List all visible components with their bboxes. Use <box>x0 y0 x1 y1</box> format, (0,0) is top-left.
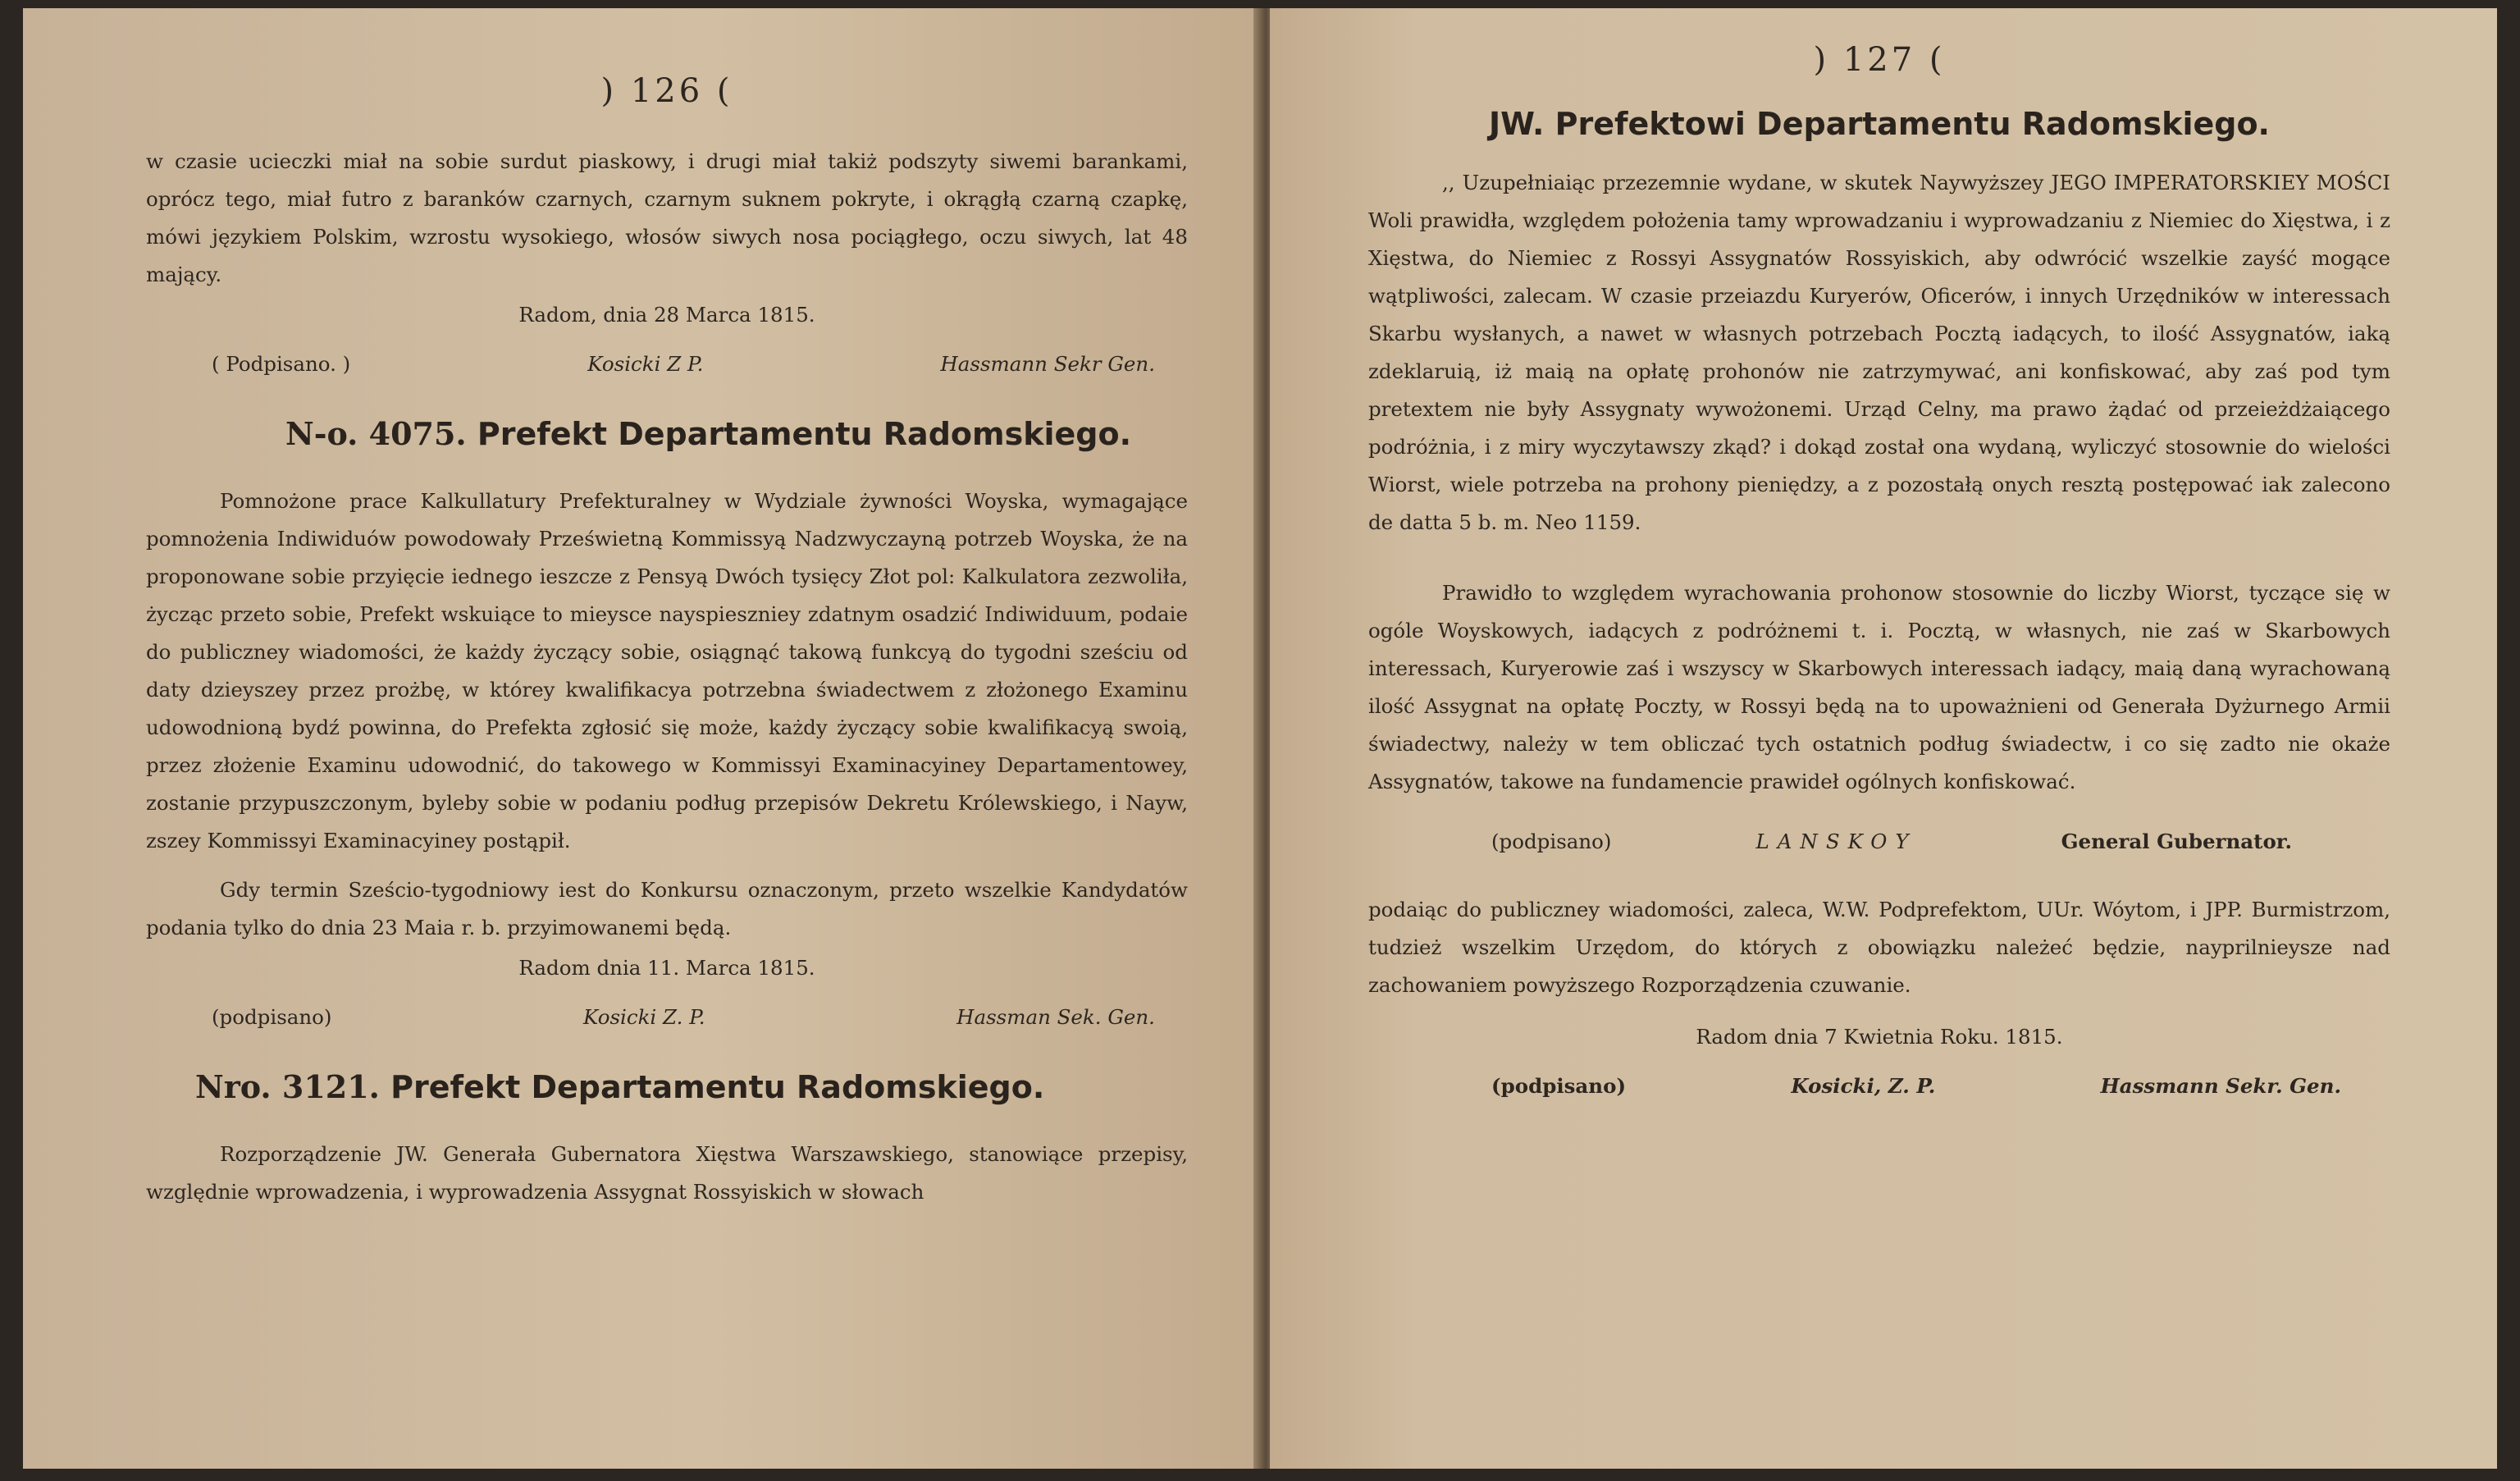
signature-name: Hassman Sek. Gen. <box>956 1005 1155 1029</box>
dateline: Radom dnia 11. Marca 1815. <box>518 956 815 980</box>
body-paragraph: ,, Uzupełniaiąc przezemnie wydane, w skutek Naywyższey JEGO IMPERATORSKIEY MOŚCI Woli prawidła, względem położenia tamy wprowadzaniu i wyprowadzaniu z Niemiec do Xięstwa, i z Xięstwa, do Niemiec z Rossyi Assygnatów Rossyiskich, aby odwrócić wszelkie zayść mogące wątpliwości, zalecam. W czasie przeiazdu Kuryerów, Oficerów, i innych Urzędników w interessach Skarbu wysłanych, a nawet w własnych potrzebach Pocztą iadących, to ilość Assygnatów, iaką zdeklaruią, iż maią na opłatę prohonów nie zatrzymywać, ani konfiskować, aby zaś pod tym pretextem nie były Assygnaty wywożonemi. Urząd Celny, ma prawo żądać od przeieżdżaiącego podróżnia, i z miry wyczytawszy zkąd? i dokąd został ona wydaną, wyliczyć stosownie do wielości Wiorst, wiele potrzeba na prohony pieniędzy, a z pozostałą onych resztą postępować iak zalecono de datta 5 b. m. Neo 1159. <box>1368 171 2390 534</box>
signature-label: (podpisano) <box>1491 1074 1627 1098</box>
document-spread <box>23 8 2497 1469</box>
page-number: ) 127 ( <box>1813 41 1946 79</box>
heading-title: Prefekt Departamentu Radomskiego. <box>390 1069 1045 1105</box>
signature-name: Hassmann Sekr. Gen. <box>2100 1074 2341 1098</box>
signature-label: (podpisano) <box>1491 830 1612 853</box>
dateline: Radom dnia 7 Kwietnia Roku. 1815. <box>1696 1025 2063 1049</box>
section-heading <box>146 414 1188 455</box>
heading-title: Prefekt Departamentu Radomskiego. <box>477 416 1132 452</box>
body-paragraph: Pomnożone prace Kalkullatury Prefekturalney w Wydziale żywności Woyska, wymagające pomnożenia Indiwiduów powodowały Prześwietną Kommissyą Nadzwyczayną potrzeb Woyska, że na proponowane sobie przyięcie iednego ieszcze z Pensyą Dwóch tysięcy Złot pol: Kalkulatora zezwoliła, życząc przeto sobie, Prefekt wskuiące to mieysce nayspiesznieу zdatnym osadzić Indiwiduum, podaie do publiczney wiadomości, że każdy życzący sobie, osiągnąć takową funkcyą do tygodni sześciu od daty dzieyszey przez prożbę, w którey kwalifikacya potrzebna świadectwem z złożonego Examinu udowodnioną bydź powinna, do Prefektа zgłosić się może, każdy życzący sobie kwalifikacyą swoią, przez złożenie Examinu udowodnić, do takowego w Kommissyi Examinacyiney Departamentowey, zostanie przypuszczonym, byleby sobie w podaniu podług przepisów Dekretu Królewskiego, i Nayw, zszey Kommissyi Examinacyiney postąpił. <box>146 489 1188 852</box>
signature-label: (podpisano) <box>212 1005 332 1029</box>
signature-name: General Gubernator. <box>2061 830 2292 853</box>
signature-name: LANSKOY <box>1755 830 1917 853</box>
body-paragraph: Prawidło to względem wyrachowania prohonow stosownie do liczby Wiorst, tyczące się w ogóle Woyskowych, iadących z podróżnemi t. i. Pocztą, w własnych, nie zaś w Skarbowych interessach, Kuryerowie zaś i wszyscy w Skarbowych interessach iadący, maią daną wyrachowaną ilość Assygnat na opłatę Poczty, w Rossyi będą na to upoważnieni od Generała Dyżurnego Armii świadectwy, należy w tem obliczać tych ostatnich podług świadectw, i co się zadto nie okaże Assygnatów, takowe na fundamencie prawideł ogólnych konfiskować. <box>1368 581 2390 793</box>
signature-name: Hassmann Sekr Gen. <box>940 352 1155 376</box>
section-heading: JW. Prefektowi Departamentu Radomskiego. <box>1488 106 2270 142</box>
signature-name: Kosicki Z P. <box>587 352 704 376</box>
dateline: Radom, dnia 28 Marca 1815. <box>518 303 815 327</box>
signature-label: ( Podpisano. ) <box>212 352 351 376</box>
section-heading <box>146 1067 1188 1108</box>
body-paragraph: Rozporządzenie JW. Generała Gubernatora Xięstwa Warszawskiego, stanowiące przepisy, względnie wprowadzenia, i wyprowadzenia Assygnat Rossyiskich w słowach <box>146 1142 1188 1204</box>
body-paragraph: podaiąc do publiczney wiadomości, zaleca, W.W. Podprefektom, UUr. Wóytom, i JPP. Burmistrzom, tudzież wszelkim Urzędom, do których z obowiązku należeć będzie, nayprilnieysze nad zachowaniem powyższego Rozporządzenia czuwanie. <box>1368 898 2390 997</box>
heading-number: N-o. 4075. <box>285 415 467 452</box>
signature-line <box>1368 825 2390 858</box>
body-paragraph: Gdy termin Sześcio-tygodniowy iest do Konkursu oznaczonym, przeto wszelkie Kandydatów podania tylko do dnia 23 Maia r. b. przyimowanemi będą. <box>146 878 1188 939</box>
signature-name: Kosicki, Z. P. <box>1791 1074 1936 1098</box>
signature-line <box>146 348 1188 381</box>
opening-paragraph: w czasie ucieczki miał na sobie surdut piaskowy, i drugi miał takiż podszyty siwemi barankami, oprócz tego, miał futro z baranków czarnych, czarnym suknem pokryte, i okrągłą czarną czapkę, mówi językiem Polskim, wzrostu wysokiego, włosów siwych nosa pociągłego, oczu siwych, lat 48 mający. <box>146 149 1188 286</box>
right-page <box>1270 8 2497 1469</box>
page-number: ) 126 ( <box>600 72 733 110</box>
left-page <box>23 8 1262 1469</box>
signature-line <box>146 1001 1188 1034</box>
signature-name: Kosicki Z. P. <box>583 1005 705 1029</box>
heading-number: Nro. 3121. <box>195 1068 380 1105</box>
signature-line <box>1368 1070 2390 1103</box>
